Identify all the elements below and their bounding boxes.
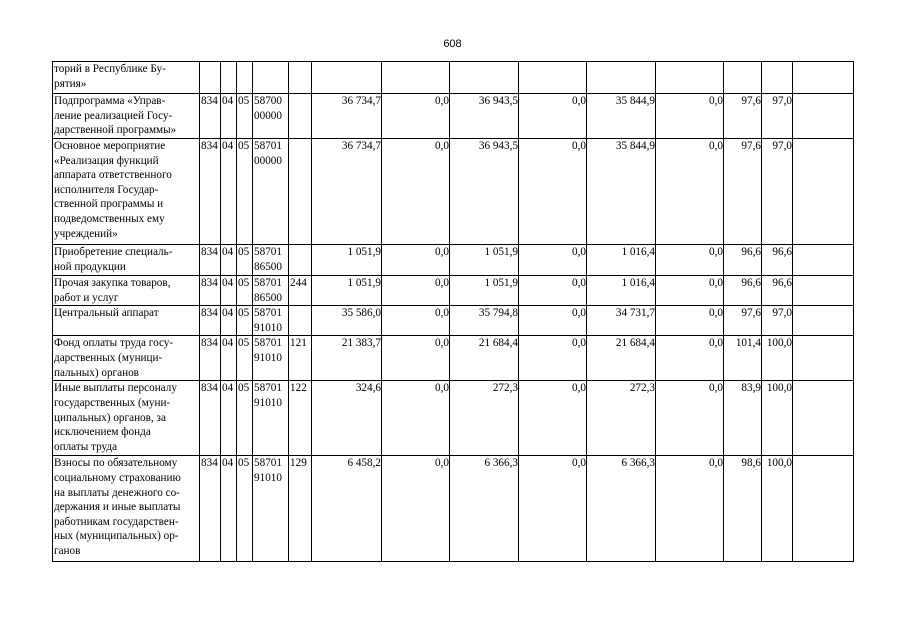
cell-percent-1: 96,6 [724,245,762,276]
cell-value-4: 0,0 [519,336,587,381]
cell-extra [793,276,854,306]
cell-value-1: 324,6 [312,381,382,456]
cell-extra [793,456,854,562]
cell-percent-2: 100,0 [762,336,793,381]
cell-percent-1: 97,6 [724,306,762,336]
cell-value-3: 36 943,5 [450,94,519,139]
cell-value-6: 0,0 [656,139,724,245]
cell-expense-type-code [289,245,312,276]
cell-value-4: 0,0 [519,456,587,562]
table-row [53,336,854,381]
cell-admin-code: 834 [200,245,221,276]
cell-item-name: Центральный аппарат [53,306,200,336]
cell-value-2: 0,0 [382,139,450,245]
cell-expense-type-code [289,306,312,336]
cell-value-5: 35 844,9 [587,94,656,139]
cell-target-article-code: 58701 91010 [253,306,289,336]
cell-value-2: 0,0 [382,276,450,306]
cell-value-5: 21 684,4 [587,336,656,381]
budget-execution-table [52,61,854,562]
table-row [53,381,854,456]
cell-value-6: 0,0 [656,276,724,306]
cell-percent-2: 100,0 [762,456,793,562]
cell-target-article-code: 58701 86500 [253,276,289,306]
cell-value-6: 0,0 [656,245,724,276]
cell-target-article-code: 58700 00000 [253,94,289,139]
cell-percent-2: 96,6 [762,245,793,276]
cell-percent-2: 96,6 [762,276,793,306]
cell-percent-1: 101,4 [724,336,762,381]
cell-value-2: 0,0 [382,456,450,562]
cell-percent-1: 96,6 [724,276,762,306]
cell-admin-code: 834 [200,139,221,245]
cell-value-3: 1 051,9 [450,276,519,306]
cell-expense-type-code: 121 [289,336,312,381]
cell-value-2 [382,62,450,94]
cell-section-code: 04 [221,381,237,456]
cell-value-6: 0,0 [656,306,724,336]
cell-section-code [221,62,237,94]
cell-value-1: 1 051,9 [312,245,382,276]
table-row [53,139,854,245]
cell-value-1 [312,62,382,94]
cell-subsection-code: 05 [237,245,253,276]
cell-expense-type-code: 244 [289,276,312,306]
cell-value-1: 21 383,7 [312,336,382,381]
cell-target-article-code: 58701 00000 [253,139,289,245]
cell-subsection-code: 05 [237,381,253,456]
cell-value-1: 35 586,0 [312,306,382,336]
cell-percent-1 [724,62,762,94]
cell-value-4: 0,0 [519,245,587,276]
cell-value-3: 36 943,5 [450,139,519,245]
cell-subsection-code: 05 [237,306,253,336]
table-row [53,306,854,336]
cell-target-article-code: 58701 86500 [253,245,289,276]
cell-value-4: 0,0 [519,139,587,245]
cell-subsection-code: 05 [237,276,253,306]
cell-extra [793,306,854,336]
cell-value-4 [519,62,587,94]
cell-admin-code: 834 [200,456,221,562]
cell-subsection-code: 05 [237,456,253,562]
cell-extra [793,62,854,94]
table-row [53,245,854,276]
cell-extra [793,336,854,381]
cell-expense-type-code [289,62,312,94]
cell-percent-1: 97,6 [724,94,762,139]
cell-value-5: 6 366,3 [587,456,656,562]
cell-value-5: 35 844,9 [587,139,656,245]
cell-target-article-code: 58701 91010 [253,456,289,562]
cell-item-name: Основное мероприятие «Реализация функций аппарата ответственного исполнителя Государ- ственной программы и подведомственных ему учреждений» [53,139,200,245]
cell-target-article-code: 58701 91010 [253,381,289,456]
cell-section-code: 04 [221,306,237,336]
cell-percent-2: 97,0 [762,94,793,139]
cell-item-name: Взносы по обязательному социальному страхованию на выплаты денежного со- держания и иные выплаты работникам государствен- ных (муниципальных) ор- ганов [53,456,200,562]
table-row [53,456,854,562]
cell-value-4: 0,0 [519,94,587,139]
cell-item-name: Иные выплаты персоналу государственных (муни- ципальных) органов, за исключением фонда оплаты труда [53,381,200,456]
cell-value-2: 0,0 [382,94,450,139]
cell-item-name: Фонд оплаты труда госу- дарственных (муници- пальных) органов [53,336,200,381]
cell-value-6: 0,0 [656,94,724,139]
cell-percent-1: 98,6 [724,456,762,562]
cell-item-name: Подпрограмма «Управ- ление реализацией Госу- дарственной программы» [53,94,200,139]
cell-percent-2: 97,0 [762,139,793,245]
cell-admin-code: 834 [200,94,221,139]
cell-admin-code: 834 [200,306,221,336]
cell-value-4: 0,0 [519,381,587,456]
cell-section-code: 04 [221,276,237,306]
cell-value-1: 6 458,2 [312,456,382,562]
cell-item-name: Приобретение специаль- ной продукции [53,245,200,276]
cell-value-5: 272,3 [587,381,656,456]
cell-value-5: 34 731,7 [587,306,656,336]
cell-value-1: 36 734,7 [312,94,382,139]
cell-section-code: 04 [221,456,237,562]
cell-value-1: 1 051,9 [312,276,382,306]
cell-value-2: 0,0 [382,381,450,456]
cell-percent-1: 83,9 [724,381,762,456]
cell-subsection-code: 05 [237,336,253,381]
cell-value-3 [450,62,519,94]
cell-value-5 [587,62,656,94]
cell-extra [793,381,854,456]
cell-subsection-code: 05 [237,139,253,245]
cell-section-code: 04 [221,245,237,276]
cell-value-5: 1 016,4 [587,276,656,306]
cell-target-article-code: 58701 91010 [253,336,289,381]
cell-expense-type-code [289,139,312,245]
cell-value-5: 1 016,4 [587,245,656,276]
cell-subsection-code [237,62,253,94]
cell-section-code: 04 [221,94,237,139]
page-number: 608 [443,38,462,50]
cell-item-name: торий в Республике Бу- рятия» [53,62,200,94]
cell-percent-1: 97,6 [724,139,762,245]
cell-section-code: 04 [221,336,237,381]
cell-value-6: 0,0 [656,456,724,562]
cell-value-4: 0,0 [519,276,587,306]
table-row [53,94,854,139]
table-row [53,276,854,306]
cell-expense-type-code [289,94,312,139]
cell-admin-code: 834 [200,336,221,381]
table-row [53,62,854,94]
cell-subsection-code: 05 [237,94,253,139]
cell-extra [793,139,854,245]
cell-value-2: 0,0 [382,306,450,336]
cell-value-6 [656,62,724,94]
cell-target-article-code [253,62,289,94]
cell-value-6: 0,0 [656,336,724,381]
cell-percent-2 [762,62,793,94]
cell-value-3: 6 366,3 [450,456,519,562]
cell-expense-type-code: 129 [289,456,312,562]
cell-extra [793,94,854,139]
cell-extra [793,245,854,276]
cell-value-6: 0,0 [656,381,724,456]
cell-admin-code: 834 [200,276,221,306]
cell-value-3: 272,3 [450,381,519,456]
cell-admin-code [200,62,221,94]
cell-percent-2: 97,0 [762,306,793,336]
cell-value-3: 21 684,4 [450,336,519,381]
cell-value-2: 0,0 [382,336,450,381]
cell-section-code: 04 [221,139,237,245]
cell-value-3: 35 794,8 [450,306,519,336]
cell-value-4: 0,0 [519,306,587,336]
cell-value-1: 36 734,7 [312,139,382,245]
cell-value-2: 0,0 [382,245,450,276]
cell-percent-2: 100,0 [762,381,793,456]
cell-expense-type-code: 122 [289,381,312,456]
cell-item-name: Прочая закупка товаров, работ и услуг [53,276,200,306]
cell-value-3: 1 051,9 [450,245,519,276]
cell-admin-code: 834 [200,381,221,456]
